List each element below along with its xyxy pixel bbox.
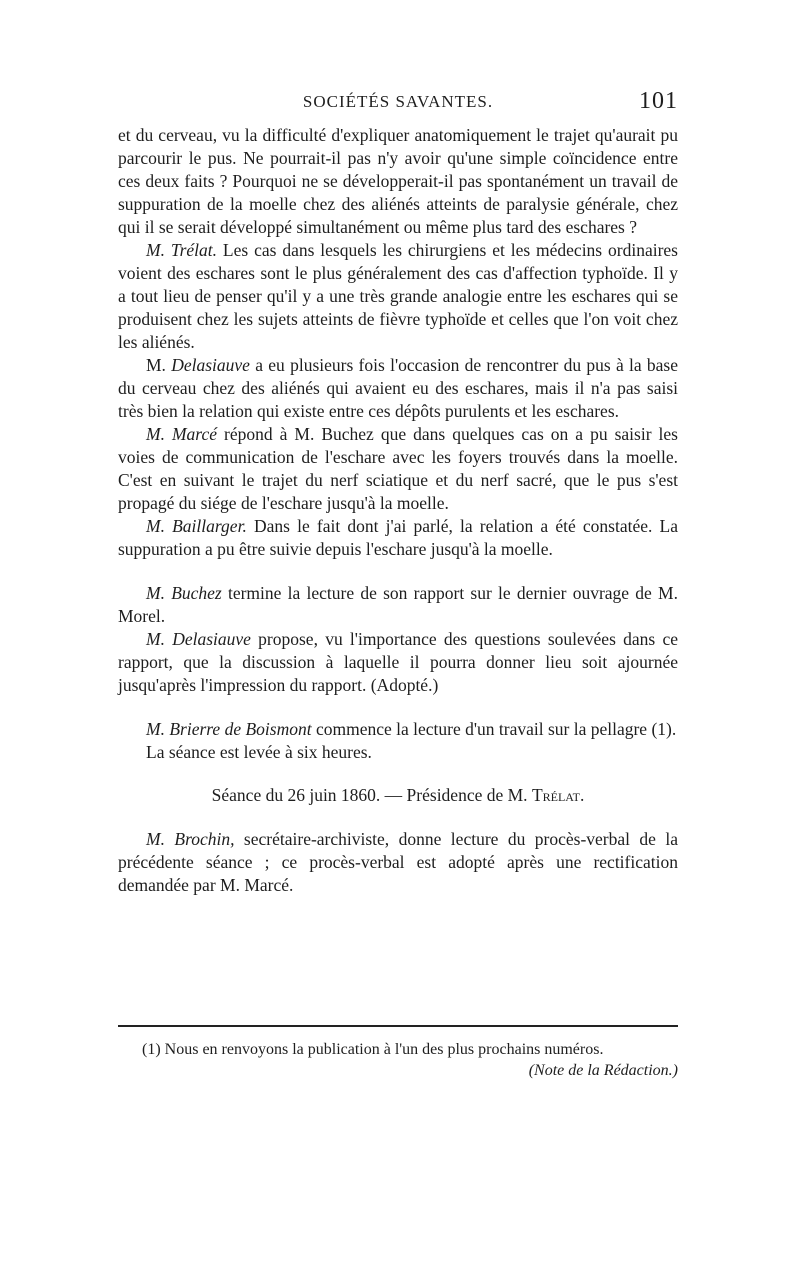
- paragraph-text: Dans le fait dont j'ai parlé, la relation a été constatée. La suppuration a pu être suivie depuis l'eschare jusqu'à la moelle.: [118, 516, 679, 559]
- footnote-attribution: (Note de la Rédaction.): [528, 1062, 678, 1079]
- running-title: SOCIÉTÉS SAVANTES.: [302, 92, 494, 111]
- page-header: [118, 88, 678, 122]
- footnote-text: [118, 1039, 678, 1079]
- speaker-prefix: M.: [146, 355, 172, 375]
- footnote: [118, 1039, 678, 1081]
- paragraph-text: et du cerveau, vu la difficulté d'expliquer anatomiquement le trajet qu'aurait pu parcourir le pus. Ne pourrait-il pas n'y avoir qu'une simple coïncidence entre ces deux faits ? Pourquoi ne se développerait-il pas spontanément un travail de suppuration de la moelle chez des aliénés atteints de paralysie générale, chez qui il se serait développé simultanément ou même plus tard des eschares ?: [118, 125, 678, 237]
- paragraph-text: répond à M. Buchez que dans quelques cas on a pu saisir les voies de communication de l'eschare avec les foyers trouvés dans la moelle. C'est en suivant le trajet du nerf sciatique et du nerf sacré, que le pus s'est propagé du siége de l'eschare jusqu'à la moelle.: [118, 424, 678, 513]
- speaker-name: M. Buchez: [146, 583, 222, 603]
- paragraph-marce: [118, 423, 678, 515]
- spacer: [118, 561, 678, 582]
- session-suffix: .: [579, 785, 585, 805]
- paragraph-trelat: [118, 239, 678, 354]
- footnote-rule: [118, 1025, 678, 1027]
- paragraph-buchez: [118, 582, 678, 628]
- speaker-name: Delasiauve: [171, 355, 250, 375]
- paragraph-text: a eu plusieurs fois l'occasion de rencontrer du pus à la base du cerveau chez des aliénés qui avaient eu des eschares, mais il n'a pas saisi très bien la relation qui existe entre ces dépôts purulents et les eschares.: [118, 355, 678, 421]
- paragraph-text: La séance est levée à six heures.: [146, 742, 372, 762]
- spacer: [118, 697, 678, 718]
- paragraph-continuation: [118, 124, 678, 239]
- paragraph-baillarger: [118, 515, 678, 561]
- speaker-name: M. Baillarger.: [146, 516, 247, 536]
- paragraph-text: propose, vu l'importance des questions soulevées dans ce rapport, que la discussion à laquelle il pourra donner lieu soit ajournée jusqu'après l'impression du rapport. (Adopté.): [118, 629, 678, 695]
- speaker-name: M. Brierre de Boismont: [146, 719, 312, 739]
- session-heading: [118, 784, 678, 807]
- speaker-name: M. Marcé: [146, 424, 217, 444]
- paragraph-brierre: [118, 718, 678, 741]
- session-president: Trélat: [531, 785, 580, 805]
- paragraph-text: commence la lecture d'un travail sur la pellagre (1).: [311, 719, 677, 739]
- speaker-name: M. Brochin,: [146, 829, 235, 849]
- paragraph-delasiauve: [118, 354, 678, 423]
- session-prefix: Séance du 26 juin 1860. — Présidence de M.: [211, 785, 532, 805]
- paragraph-text: termine la lecture de son rapport sur le dernier ouvrage de M. Morel.: [118, 583, 678, 626]
- paragraph-brochin: [118, 828, 678, 897]
- paragraph-closing: [118, 741, 678, 764]
- paragraph-delasiauve-proposal: [118, 628, 678, 697]
- body-text: [118, 124, 678, 897]
- footnote-body: (1) Nous en renvoyons la publication à l'un des plus prochains numéros.: [142, 1041, 604, 1058]
- speaker-name: M. Trélat.: [146, 240, 218, 260]
- paragraph-text: Les cas dans lesquels les chirurgiens et les médecins ordinaires voient des eschares sont le plus généralement des cas d'affection typhoïde. Il y a tout lieu de penser qu'il y a une très grande analogie entre les eschares qui se produisent chez les sujets atteints de fièvre typhoïde et celles que l'on voit chez les aliénés.: [118, 240, 678, 352]
- page-number: 101: [639, 88, 678, 114]
- paragraph-text: secrétaire-archiviste, donne lecture du procès-verbal de la précédente séance ; ce procès-verbal est adopté après une rectification demandée par M. Marcé.: [118, 829, 679, 895]
- speaker-name: M. Delasiauve: [146, 629, 251, 649]
